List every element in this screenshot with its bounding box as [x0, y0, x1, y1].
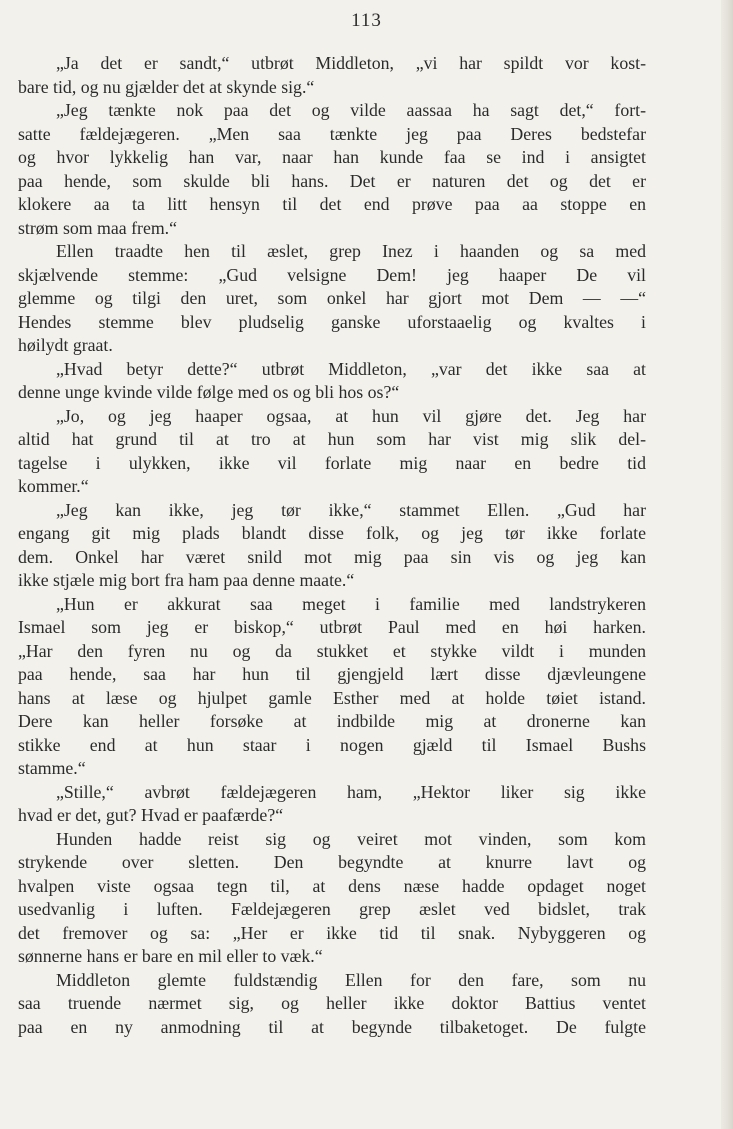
text-line: „Hvad betyr dette?“ utbrøt Middleton, „var det ikke saa at: [56, 358, 646, 379]
text-line: hans at læse og hjulpet gamle Esther med at holde tøiet istand.: [18, 687, 646, 708]
text-line: Middleton glemte fuldstændig Ellen for den fare, som nu: [56, 969, 646, 990]
text-line: strykende over sletten. Den begyndte at knurre lavt og: [18, 852, 646, 872]
page-edge: [721, 0, 733, 1129]
text-line: paa en ny anmodning til at begynde tilbaketoget. De fulgte: [18, 1016, 646, 1037]
text-line: Hunden hadde reist sig og veiret mot vinden, som kom: [56, 828, 646, 849]
text-line: stamme.“: [18, 758, 86, 778]
text-line: bare tid, og nu gjælder det at skynde sig.“: [18, 76, 315, 97]
text-line: „Jeg tænkte nok paa det og vilde aassaa ha sagt det,“ fort-: [56, 100, 646, 120]
text-line: klokere aa ta litt hensyn til det end prøve paa aa stoppe en: [18, 194, 646, 214]
text-line: satte fældejægeren. „Men saa tænkte jeg paa Deres bedstefar: [18, 123, 646, 144]
text-line: denne unge kvinde vilde følge med os og bli hos os?“: [18, 382, 400, 402]
page-number: 113: [351, 10, 382, 31]
text-line: „Jo, og jeg haaper ogsaa, at hun vil gjøre det. Jeg har: [56, 405, 646, 426]
text-line: „Jeg kan ikke, jeg tør ikke,“ stammet Ellen. „Gud har: [56, 499, 646, 520]
text-line: altid hat grund til at tro at hun som har vist mig slik del-: [18, 429, 646, 449]
text-line: „Har den fyren nu og da stukket et stykke vildt i munden: [18, 640, 646, 661]
text-line: det fremover og sa: „Her er ikke tid til snak. Nybyggeren og: [18, 922, 646, 943]
text-line: usedvanlig i luften. Fældejægeren grep æslet ved bidslet, trak: [18, 899, 646, 919]
text-line: Ismael som jeg er biskop,“ utbrøt Paul med en høi harken.: [18, 617, 646, 637]
text-line: strøm som maa frem.“: [18, 217, 177, 238]
text-line: skjælvende stemme: „Gud velsigne Dem! jeg haaper De vil: [18, 264, 646, 285]
text-line: engang git mig plads blandt disse folk, og jeg tør ikke forlate: [18, 523, 646, 543]
text-line: „Hun er akkurat saa meget i familie med landstrykeren: [56, 593, 646, 614]
text-line: stikke end at hun staar i nogen gjæld til Ismael Bushs: [18, 734, 646, 755]
text-line: og hvor lykkelig han var, naar han kunde faa se ind i ansigtet: [18, 147, 646, 167]
text-line: „Ja det er sandt,“ utbrøt Middleton, „vi har spildt vor kost-: [56, 53, 646, 73]
text-line: Hendes stemme blev pludselig ganske uforstaaelig og kvaltes i: [18, 311, 646, 332]
text-line: tagelse i ulykken, ikke vil forlate mig naar en bedre tid: [18, 452, 646, 473]
text-line: Ellen traadte hen til æslet, grep Inez i haanden og sa med: [56, 241, 646, 261]
body-text: [18, 52, 646, 1039]
text-line: kommer.“: [18, 476, 89, 496]
text-line: saa truende nærmet sig, og heller ikke doktor Battius ventet: [18, 993, 646, 1013]
text-line: paa hende, saa har hun til gjengjeld lært disse djævleungene: [18, 664, 646, 684]
text-line: „Stille,“ avbrøt fældejægeren ham, „Hektor liker sig ikke: [56, 781, 646, 802]
text-line: hvad er det, gut? Hvad er paafærde?“: [18, 805, 284, 825]
text-line: hvalpen viste ogsaa tegn til, at dens næse hadde opdaget noget: [18, 875, 646, 896]
text-line: paa hende, som skulde bli hans. Det er naturen det og det er: [18, 170, 646, 191]
text-line: ikke stjæle mig bort fra ham paa denne maate.“: [18, 570, 355, 590]
text-line: sønnerne hans er bare en mil eller to væk.“: [18, 946, 323, 966]
text-line: Dere kan heller forsøke at indbilde mig at dronerne kan: [18, 711, 646, 731]
text-line: glemme og tilgi den uret, som onkel har gjort mot Dem — —“: [18, 288, 646, 308]
text-line: høilydt graat.: [18, 335, 113, 355]
text-line: dem. Onkel har været snild mot mig paa sin vis og jeg kan: [18, 546, 646, 567]
